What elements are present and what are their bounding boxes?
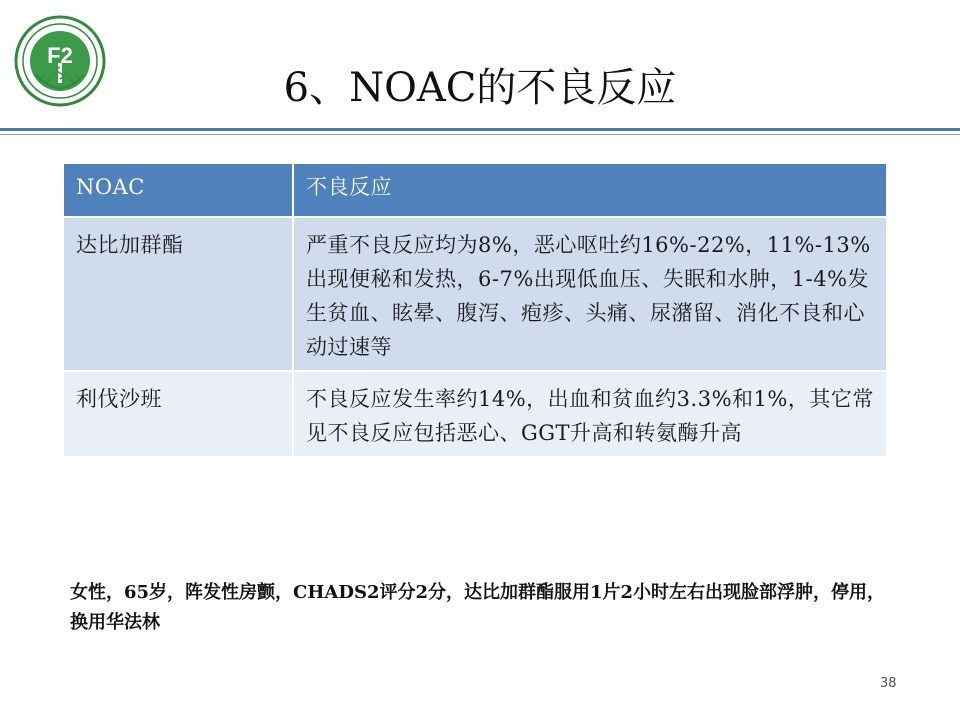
drug-name: 利伐沙班 <box>63 371 293 457</box>
header-adverse-effects: 不良反应 <box>293 163 887 217</box>
drug-name: 达比加群酯 <box>63 217 293 371</box>
page-number: 38 <box>880 676 897 691</box>
svg-text:F2: F2 <box>47 43 73 68</box>
case-note: 女性，65岁，阵发性房颤，CHADS2评分2分，达比加群酯服用1片2小时左右出现脸部浮肿，停用，换用华法林 <box>70 582 886 633</box>
slide-title: 6、NOAC的不良反应 <box>283 65 677 111</box>
header-noac: NOAC <box>63 163 293 217</box>
table-row <box>63 217 887 371</box>
title-divider-thin <box>0 134 960 135</box>
drug-adverse-effects: 不良反应发生率约14%，出血和贫血约3.3%和1%，其它常见不良反应包括恶心、GGT升高和转氨酶升高 <box>293 371 887 457</box>
adverse-effects-table <box>62 162 888 458</box>
table-row <box>63 371 887 457</box>
title-divider <box>0 128 960 131</box>
table-header-row <box>63 163 887 217</box>
drug-adverse-effects: 严重不良反应均为8%，恶心呕吐约16%-22%，11%-13%出现便秘和发热，6-7%出现低血压、失眠和水肿，1-4%发生贫血、眩晕、腹泻、疱疹、头痛、尿潴留、消化不良和心动过速等 <box>293 217 887 371</box>
